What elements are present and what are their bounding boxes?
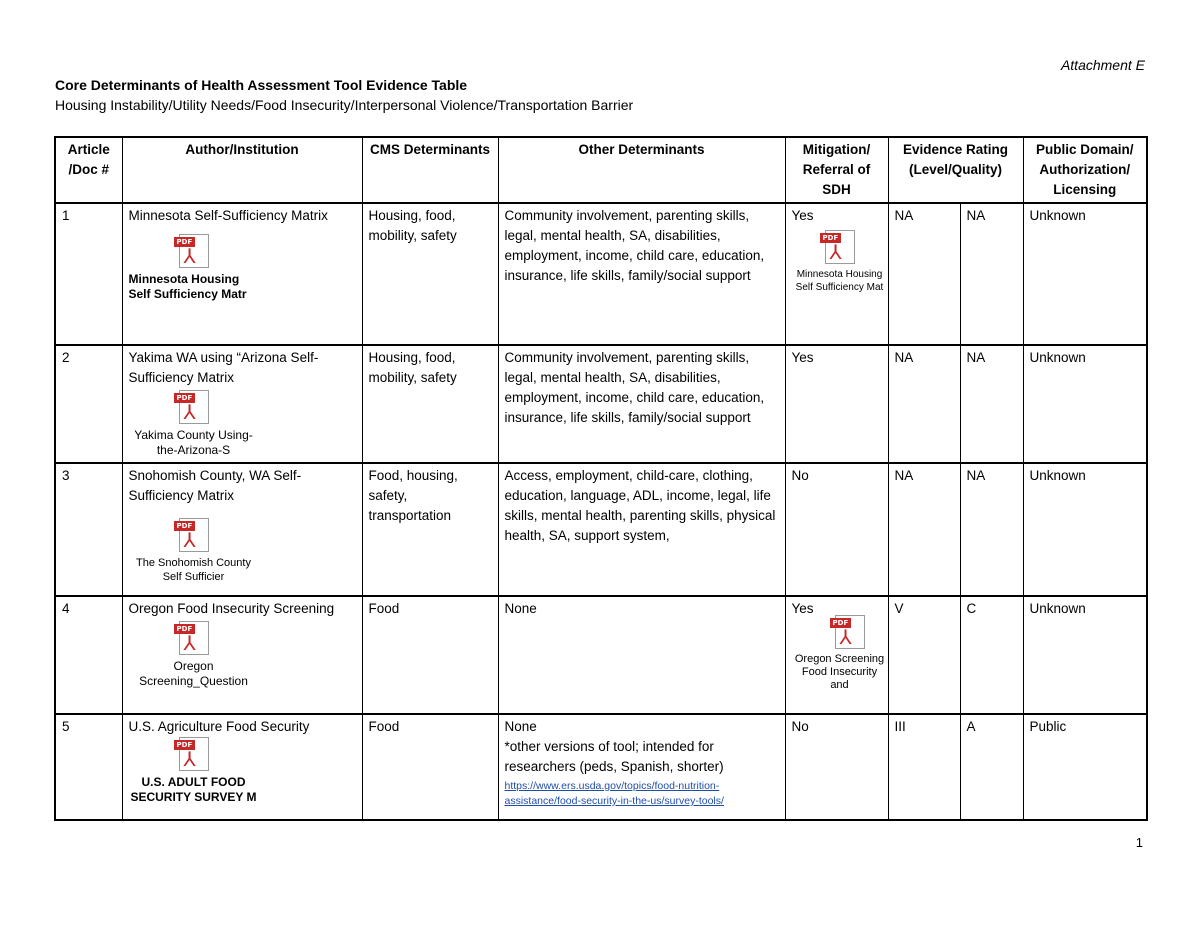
row-number: 1 [55, 203, 122, 345]
row-level: III [888, 714, 960, 820]
row-cms: Food, housing, safety, transportation [362, 463, 498, 596]
table-row [55, 714, 1147, 820]
page-title: Core Determinants of Health Assessment Tool Evidence Table [55, 77, 468, 93]
row-author [122, 203, 362, 345]
row-public: Unknown [1023, 203, 1147, 345]
attachment-filename: The Snohomish County Self Sufficier [136, 557, 251, 583]
pdf-file-icon [176, 234, 209, 268]
pdf-mark: ⅄ [183, 631, 196, 655]
row-level: NA [888, 203, 960, 345]
row-number: 2 [55, 345, 122, 463]
usda-survey-link[interactable]: https://www.ers.usda.gov/topics/food-nutrition-assistance/food-security-in-the-us/survey-tools/ [504, 780, 724, 807]
author-name: Snohomish County, WA Self-Sufficiency Matrix [128, 468, 302, 503]
mitigation-value: Yes [791, 601, 814, 616]
table-row [55, 203, 1147, 345]
pdf-mark: ⅄ [183, 400, 196, 424]
row-number: 3 [55, 463, 122, 596]
row-mitigation [785, 596, 888, 714]
header-public: Public Domain/ Authorization/ Licensing [1023, 137, 1147, 203]
header-other: Other Determinants [498, 137, 785, 203]
page-number: 1 [1135, 835, 1143, 850]
row-other: Community involvement, parenting skills, legal, mental health, SA, disabilities, employment, income, child care, education, insurance, life skills, family/social support [498, 345, 785, 463]
row-quality: NA [960, 463, 1023, 596]
row-number: 5 [55, 714, 122, 820]
row-author [122, 345, 362, 463]
row-number: 4 [55, 596, 122, 714]
row-cms: Housing, food, mobility, safety [362, 345, 498, 463]
attachment-filename: U.S. ADULT FOOD SECURITY SURVEY M [130, 775, 257, 804]
row-public: Unknown [1023, 463, 1147, 596]
other-value: None [504, 719, 537, 734]
row-author [122, 463, 362, 596]
pdf-file-icon [822, 230, 855, 264]
row-mitigation [785, 203, 888, 345]
page-subtitle: Housing Instability/Utility Needs/Food Insecurity/Interpersonal Violence/Transportation Barrier [55, 97, 634, 113]
row-other: Community involvement, parenting skills, legal, mental health, SA, disabilities, employment, income, child care, education, insurance, life skills, family/social support [498, 203, 785, 345]
author-name: Oregon Food Insecurity Screening [128, 601, 335, 616]
pdf-mark: ⅄ [183, 747, 196, 771]
attachment-filename: Minnesota Housing Self Sufficiency Mat [795, 269, 884, 293]
attachment-filename: Minnesota Housing Self Sufficiency Matr [128, 272, 247, 301]
row-level: V [888, 596, 960, 714]
row-other [498, 714, 785, 820]
table-row [55, 463, 1147, 596]
header-cms: CMS Determinants [362, 137, 498, 203]
row-quality: NA [960, 345, 1023, 463]
header-mitigation: Mitigation/ Referral of SDH [785, 137, 888, 203]
row-quality: C [960, 596, 1023, 714]
attachment-label: Attachment E [1060, 57, 1145, 73]
table-header-row [55, 137, 1147, 203]
pdf-attachment[interactable] [129, 621, 259, 689]
table-row [55, 345, 1147, 463]
pdf-attachment[interactable] [129, 234, 259, 302]
pdf-mark: ⅄ [183, 528, 196, 552]
row-cms: Food [362, 596, 498, 714]
row-mitigation: Yes [785, 345, 888, 463]
pdf-tag: PDF [174, 740, 196, 750]
attachment-filename: Oregon Screening Food Insecurity and [794, 653, 885, 691]
row-level: NA [888, 345, 960, 463]
pdf-tag: PDF [830, 618, 852, 628]
row-other: None [498, 596, 785, 714]
pdf-file-icon [176, 518, 209, 552]
pdf-attachment[interactable] [129, 518, 259, 584]
pdf-mark: ⅄ [839, 625, 852, 649]
row-mitigation: No [785, 463, 888, 596]
row-public: Unknown [1023, 596, 1147, 714]
row-author [122, 714, 362, 820]
pdf-attachment[interactable] [129, 390, 259, 458]
row-public: Unknown [1023, 345, 1147, 463]
pdf-tag: PDF [820, 233, 842, 243]
attachment-filename: Oregon Screening_Question [139, 659, 248, 688]
attachment-filename: Yakima County Using-the-Arizona-S [134, 428, 253, 457]
row-cms: Housing, food, mobility, safety [362, 203, 498, 345]
table-row [55, 596, 1147, 714]
author-name: Minnesota Self-Sufficiency Matrix [128, 208, 328, 223]
pdf-file-icon [176, 621, 209, 655]
pdf-file-icon [176, 390, 209, 424]
header-article: Article /Doc # [55, 137, 122, 203]
pdf-mark: ⅄ [829, 240, 842, 264]
header-evidence: Evidence Rating (Level/Quality) [888, 137, 1023, 203]
row-cms: Food [362, 714, 498, 820]
row-mitigation: No [785, 714, 888, 820]
author-name: U.S. Agriculture Food Security [128, 719, 310, 734]
pdf-attachment[interactable] [792, 230, 888, 294]
pdf-tag: PDF [174, 521, 196, 531]
pdf-tag: PDF [174, 393, 196, 403]
row-other: Access, employment, child-care, clothing, education, language, ADL, income, legal, life skills, mental health, parenting skills, physical health, SA, support system, [498, 463, 785, 596]
pdf-file-icon [176, 737, 209, 771]
row-quality: A [960, 714, 1023, 820]
row-level: NA [888, 463, 960, 596]
mitigation-value: Yes [791, 208, 814, 223]
author-name: Yakima WA using “Arizona Self-Sufficiency Matrix [128, 350, 319, 385]
pdf-attachment[interactable] [792, 615, 888, 692]
row-quality: NA [960, 203, 1023, 345]
pdf-attachment[interactable] [129, 737, 259, 805]
pdf-tag: PDF [174, 624, 196, 634]
pdf-mark: ⅄ [183, 244, 196, 268]
row-author [122, 596, 362, 714]
row-public: Public [1023, 714, 1147, 820]
pdf-file-icon [832, 615, 865, 649]
evidence-table [54, 136, 1148, 821]
pdf-tag: PDF [174, 237, 196, 247]
other-note: *other versions of tool; intended for researchers (peds, Spanish, shorter) [504, 739, 724, 774]
header-author: Author/Institution [122, 137, 362, 203]
